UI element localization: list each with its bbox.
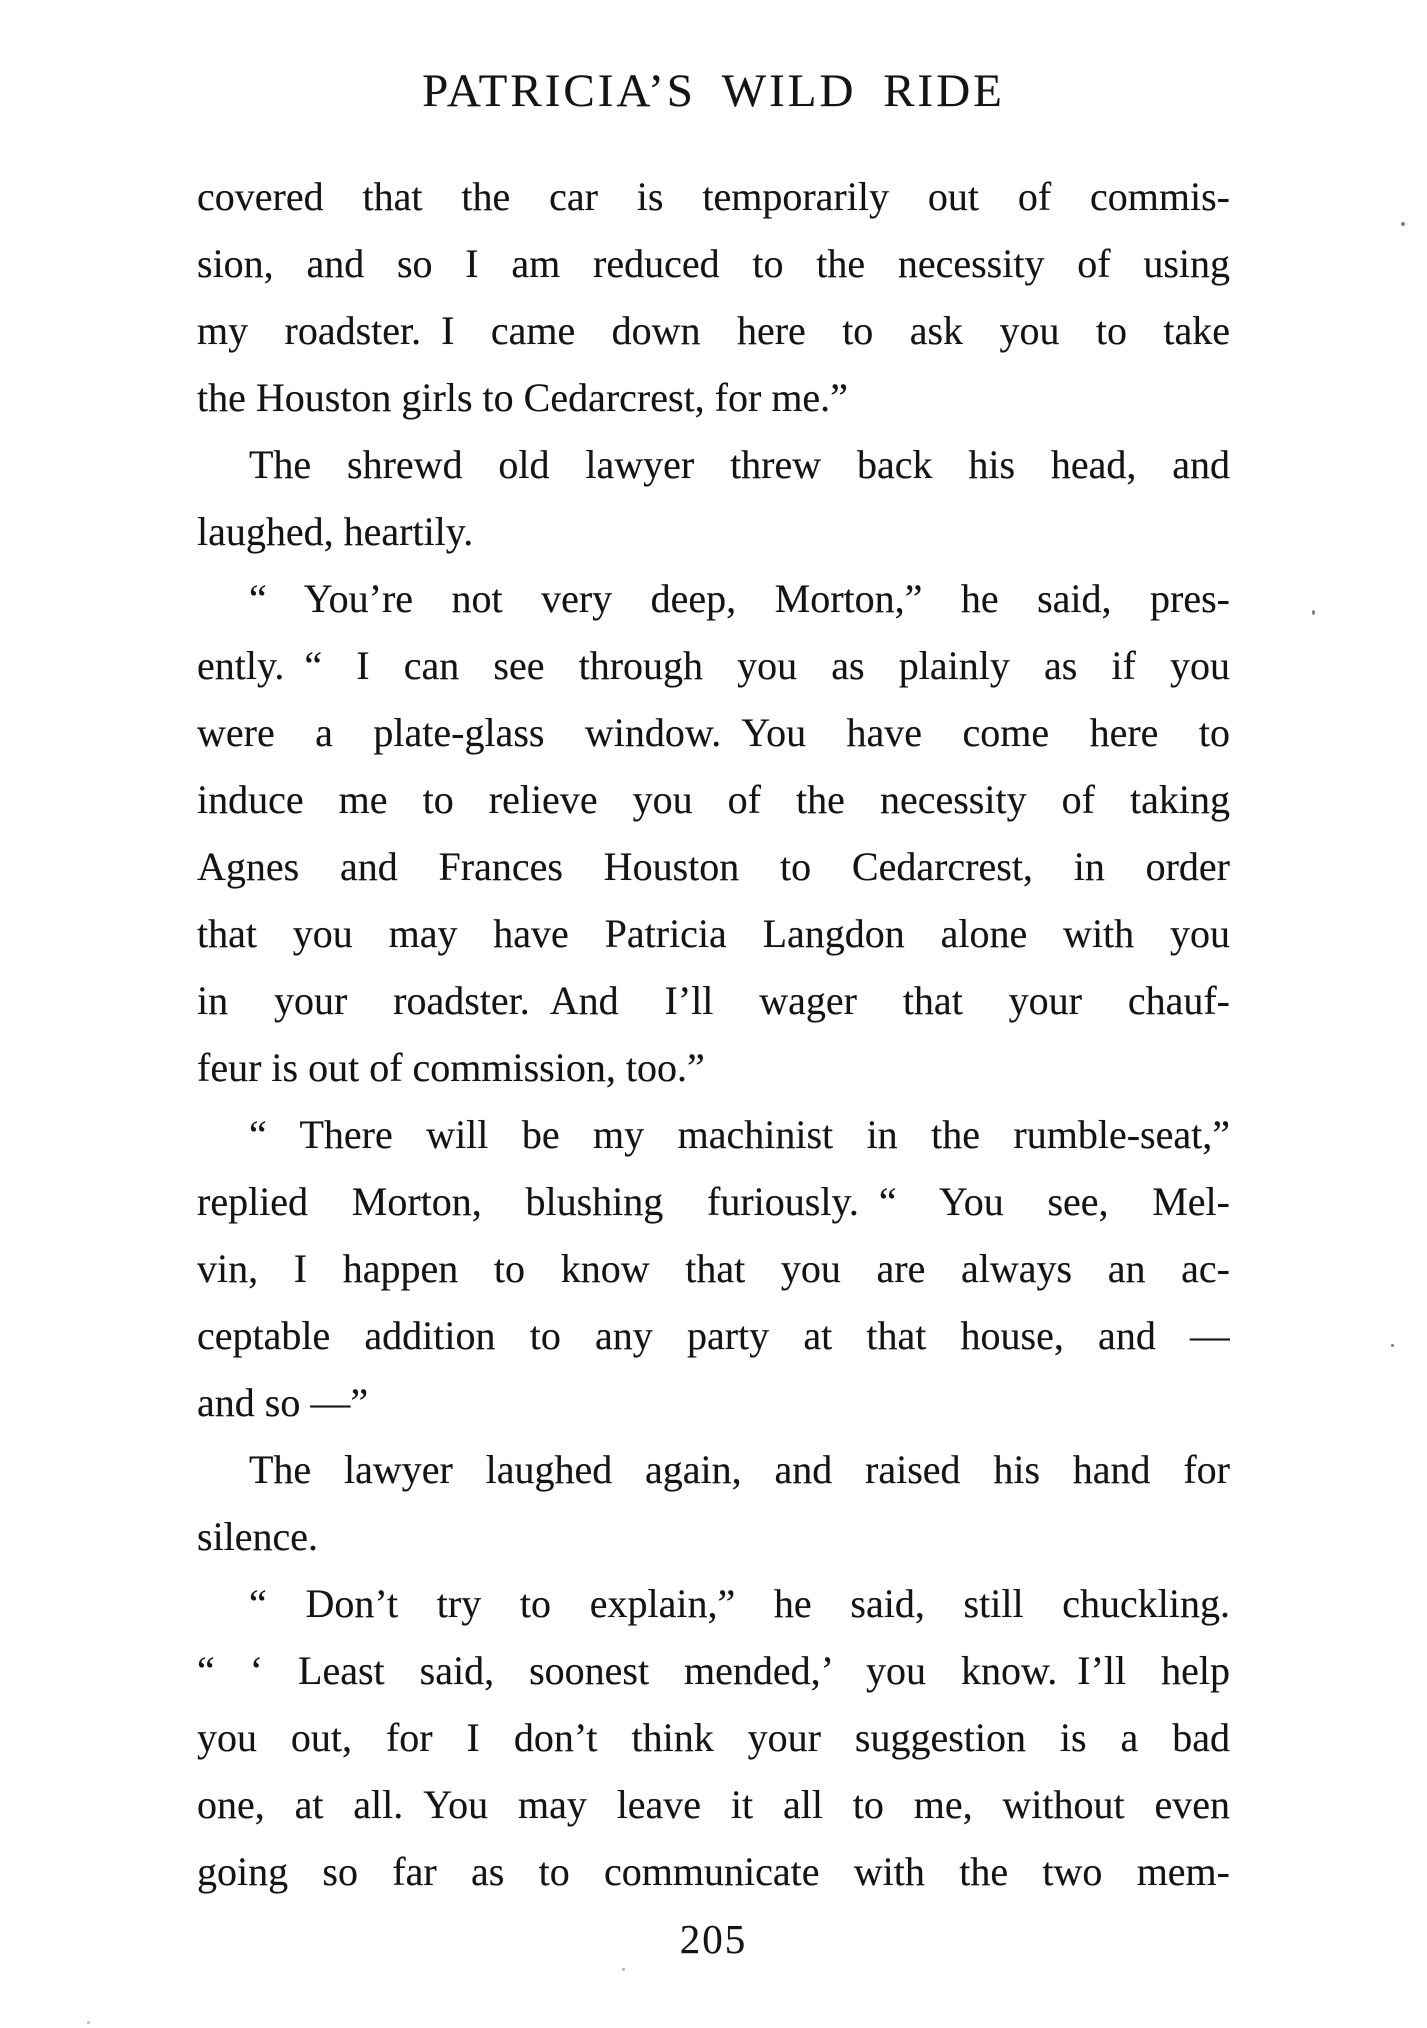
text-line: “ Don’t try to explain,” he said, still chuckling. — [249, 1581, 1230, 1626]
text-line: covered that the car is temporarily out of commis- — [197, 174, 1230, 219]
running-head: PATRICIA’S WILD RIDE — [422, 65, 1005, 117]
text-line: ently. “ I can see through you as plainly as if you — [197, 643, 1230, 688]
text-line: “ There will be my machinist in the rumble-seat,” — [249, 1112, 1230, 1157]
text-line: vin, I happen to know that you are always an ac- — [197, 1246, 1230, 1291]
text-line: one, at all. You may leave it all to me, without even — [197, 1782, 1230, 1827]
text-line: sion, and so I am reduced to the necessity of using — [197, 241, 1230, 286]
text-line: “ ‘ Least said, soonest mended,’ you know. I’ll help — [197, 1648, 1230, 1693]
text-line: replied Morton, blushing furiously. “ You see, Mel- — [197, 1179, 1230, 1224]
text-line: and so —” — [197, 1380, 369, 1425]
text-line: my roadster. I came down here to ask you to take — [197, 308, 1230, 353]
text-line: “ You’re not very deep, Morton,” he said, pres- — [249, 576, 1230, 621]
text-line: you out, for I don’t think your suggestion is a bad — [197, 1715, 1230, 1760]
text-line: induce me to relieve you of the necessity of taking — [197, 777, 1230, 822]
text-line: the Houston girls to Cedarcrest, for me.” — [197, 375, 848, 420]
text-line: in your roadster. And I’ll wager that your chauf- — [197, 978, 1230, 1023]
text-line: were a plate-glass window. You have come here to — [197, 710, 1230, 755]
text-line: Agnes and Frances Houston to Cedarcrest, in order — [197, 844, 1230, 889]
text-line: feur is out of commission, too.” — [197, 1045, 705, 1090]
body-text — [197, 163, 1230, 1905]
text-line: silence. — [197, 1514, 319, 1559]
text-line: that you may have Patricia Langdon alone with you — [197, 911, 1230, 956]
scan-speck — [1401, 222, 1405, 226]
scan-speck — [622, 1968, 625, 1971]
text-line: The shrewd old lawyer threw back his head, and — [249, 442, 1230, 487]
scan-speck — [87, 2021, 90, 2024]
scan-speck — [1391, 1344, 1394, 1347]
text-line: laughed, heartily. — [197, 509, 474, 554]
text-line: The lawyer laughed again, and raised his hand for — [249, 1447, 1230, 1492]
scan-speck — [1312, 610, 1315, 615]
page-number: 205 — [679, 1916, 748, 1962]
text-line: going so far as to communicate with the two mem- — [197, 1849, 1230, 1894]
text-line: ceptable addition to any party at that house, and — — [197, 1313, 1230, 1358]
